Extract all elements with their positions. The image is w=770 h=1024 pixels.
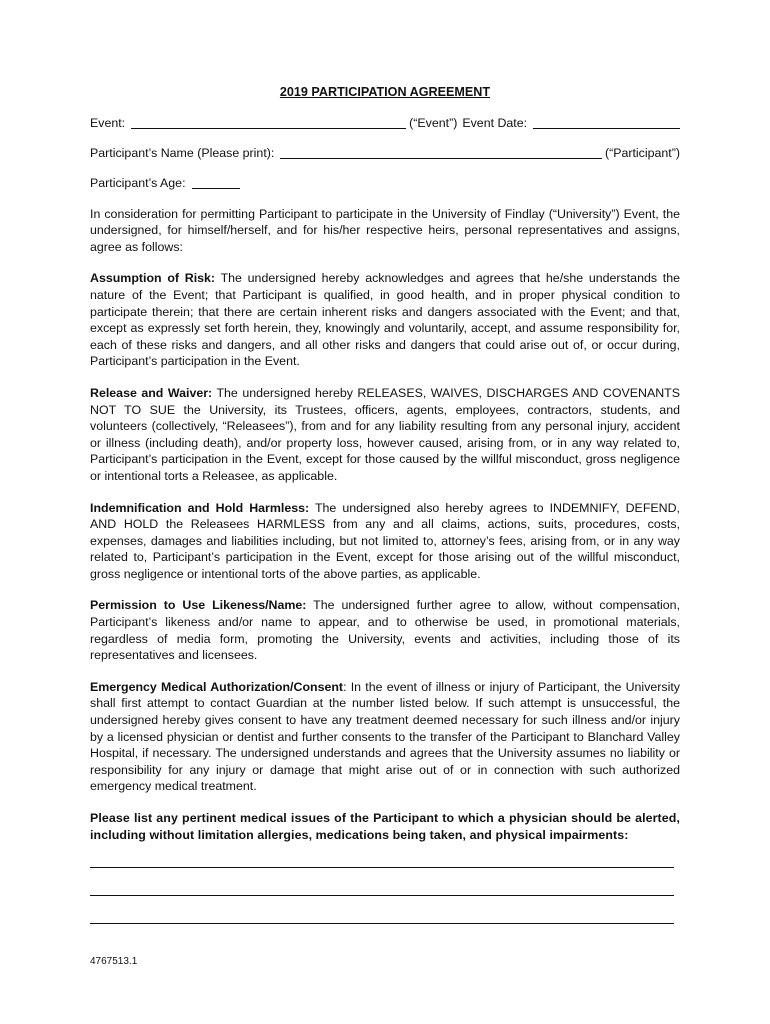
section-heading: Permission to Use Likeness/Name: — [90, 598, 307, 613]
section-text: The undersigned hereby RELEASES, WAIVES, DISCHARGES AND COVENANTS NOT TO SUE the University, its Trustees, officers, agents, employees, contractors, students, and volunteers (collectively, “Releasees”), from and for any liability resulting from any personal injury, accident or illness (including death), and/or property loss, however caused, arising from, or in any way related to, Participant’s participation in the Event, except for those caused by the willful misconduct, gross negligence or intentional torts a Releasee, as applicable. — [90, 385, 680, 483]
participant-name-suffix: (“Participant”) — [604, 146, 680, 160]
participant-name-field[interactable] — [280, 146, 602, 159]
intro-paragraph: In consideration for permitting Participant to participate in the University of Findlay (“University”) Event, the undersigned, for himself/herself, and for his/her respective heirs, personal representatives and assigns, agree as follows: — [90, 206, 680, 254]
release-and-waiver-section — [90, 385, 680, 485]
participant-age-label: Participant’s Age: — [90, 176, 186, 190]
event-date-label: Event Date: — [462, 116, 528, 130]
section-text: The undersigned further agree to allow, without compensation, Participant’s likeness and/or name to appear, and to otherwise be used, in promotional materials, regardless of media form, promoting the University, events and activities, including those of its representatives and licensees. — [90, 598, 681, 663]
medical-issues-line-1[interactable] — [90, 867, 674, 868]
event-field[interactable] — [131, 116, 406, 129]
section-text: : In the event of illness or injury of Participant, the University shall first attempt to contact Guardian at the number listed below. If such attempt is unsuccessful, the undersigned hereby gives consent to have any treatment deemed necessary for such illness and/or injury by a licensed physician or dentist and further consents to the transfer of the Participant to Blanchard Valley Hospital, if necessary. The undersigned understands and agrees that the University assumes no liability or responsibility for any injury or damage that might arise out of or in connection with such authorized emergency medical treatment. — [90, 679, 680, 794]
participant-age-row — [90, 174, 680, 192]
document-id: 4767513.1 — [90, 956, 138, 967]
assumption-of-risk-section — [90, 270, 680, 370]
event-row — [90, 114, 680, 132]
section-heading: Assumption of Risk: — [90, 271, 216, 286]
document-title: 2019 PARTICIPATION AGREEMENT — [279, 85, 491, 99]
agreement-page — [90, 84, 680, 951]
emergency-medical-section — [90, 679, 680, 795]
event-suffix: (“Event”) — [409, 116, 458, 130]
participant-age-field[interactable] — [192, 176, 240, 189]
section-heading: Indemnification and Hold Harmless: — [90, 500, 310, 515]
participant-name-row — [90, 144, 680, 162]
participant-name-label: Participant’s Name (Please print): — [90, 146, 275, 160]
likeness-permission-section — [90, 597, 680, 663]
medical-issues-line-3[interactable] — [90, 923, 674, 924]
section-heading: Emergency Medical Authorization/Consent — [90, 679, 344, 694]
indemnification-section — [90, 500, 680, 583]
medical-issues-prompt: Please list any pertinent medical issues of the Participant to which a physician should be alerted, including without limitation allergies, medications being taken, and physical impairments: — [90, 811, 680, 842]
event-date-field[interactable] — [533, 116, 680, 129]
section-heading: Release and Waiver: — [90, 385, 213, 400]
section-text: The undersigned also hereby agrees to INDEMNIFY, DEFEND, AND HOLD the Releasees HARMLESS from any and all claims, actions, suits, procedures, costs, expenses, damages and liabilities including, but not limited to, attorney’s fees, arising from, or in any way related to, Participant’s participation in the Event, except for those arising out of the willful misconduct, gross negligence or intentional torts of the above parties, as applicable. — [90, 500, 680, 581]
section-text: The undersigned hereby acknowledges and agrees that he/she understands the nature of the Event; that Participant is qualified, in good health, and in proper physical condition to participate therein; that there are certain inherent risks and dangers associated with the Event; and that, except as expressly set forth herein, they, knowingly and voluntarily, accept, and assume responsibility for, each of these risks and dangers, and all other risks and dangers that could arise out of, or occur during, Participant’s participation in the Event. — [90, 271, 680, 369]
medical-issues-line-2[interactable] — [90, 895, 674, 896]
event-label: Event: — [90, 116, 126, 130]
